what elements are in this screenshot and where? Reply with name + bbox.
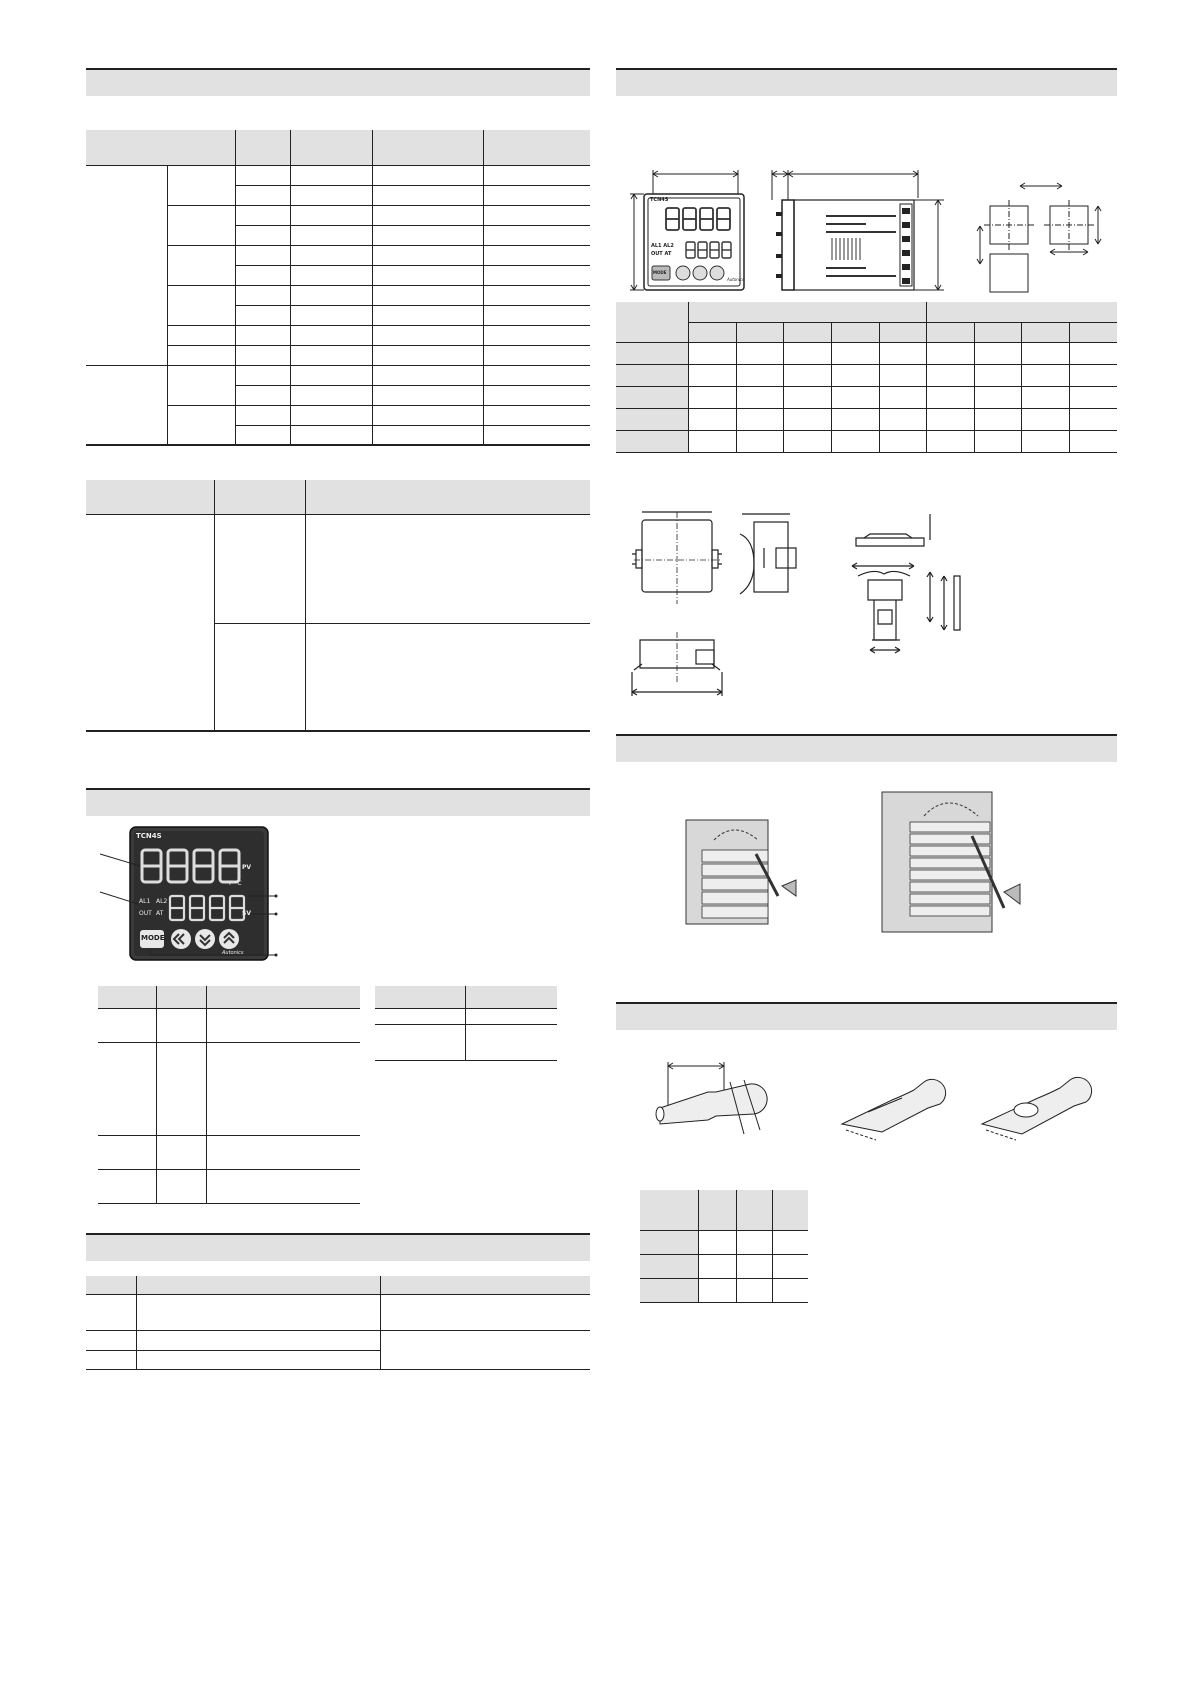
terminal-cover-drawing xyxy=(844,510,974,670)
dimension-side-view xyxy=(768,172,948,294)
sv-tag: SV xyxy=(242,910,251,917)
device-model-label: TCN4S xyxy=(136,832,162,840)
brand-logo: Autonics xyxy=(222,950,244,956)
drawing-brand: Autonics xyxy=(727,277,745,282)
pv-tag: PV xyxy=(242,864,252,871)
section-header-1 xyxy=(86,68,590,96)
al2-indicator: AL2 xyxy=(156,898,168,905)
at-indicator: AT xyxy=(156,910,164,917)
description-table xyxy=(98,986,360,1204)
drawing-out-line: OUT AT xyxy=(651,251,672,257)
indicator-table xyxy=(375,986,557,1061)
unit-labels: °F °C xyxy=(226,880,242,887)
bracket-front-drawing xyxy=(628,508,728,608)
section-header-bracket xyxy=(616,734,1117,762)
dimension-table xyxy=(616,302,1117,453)
ferrule-terminal-illustration xyxy=(650,1058,778,1140)
drawing-al-line: AL1 AL2 xyxy=(651,243,674,249)
section-header-crimp-terminal xyxy=(616,1002,1117,1030)
section-header-dimensions xyxy=(616,68,1117,96)
error-table xyxy=(86,1276,590,1370)
controller-front-panel xyxy=(100,822,300,962)
spec-table-2 xyxy=(86,480,590,732)
drawing-mode-button: MODE xyxy=(653,270,667,275)
bracket-top-drawing xyxy=(628,626,728,702)
crimp-terminal-table xyxy=(640,1190,808,1303)
drawing-model-label: TCN4S xyxy=(650,197,669,203)
out-indicator: OUT xyxy=(139,910,152,917)
ordering-table xyxy=(86,130,590,446)
al1-indicator: AL1 xyxy=(139,898,151,905)
installation-large-illustration xyxy=(880,786,1030,936)
bracket-side-drawing xyxy=(736,508,806,608)
section-header-unit-description xyxy=(86,788,590,816)
section-header-errors xyxy=(86,1233,590,1261)
panel-cutout-drawing xyxy=(976,184,1106,284)
mode-button[interactable]: MODE xyxy=(141,934,165,942)
fork-terminal-illustration xyxy=(838,1064,948,1144)
installation-small-illustration xyxy=(684,812,804,936)
ring-terminal-illustration xyxy=(978,1064,1088,1144)
dimension-front-view xyxy=(628,172,758,294)
